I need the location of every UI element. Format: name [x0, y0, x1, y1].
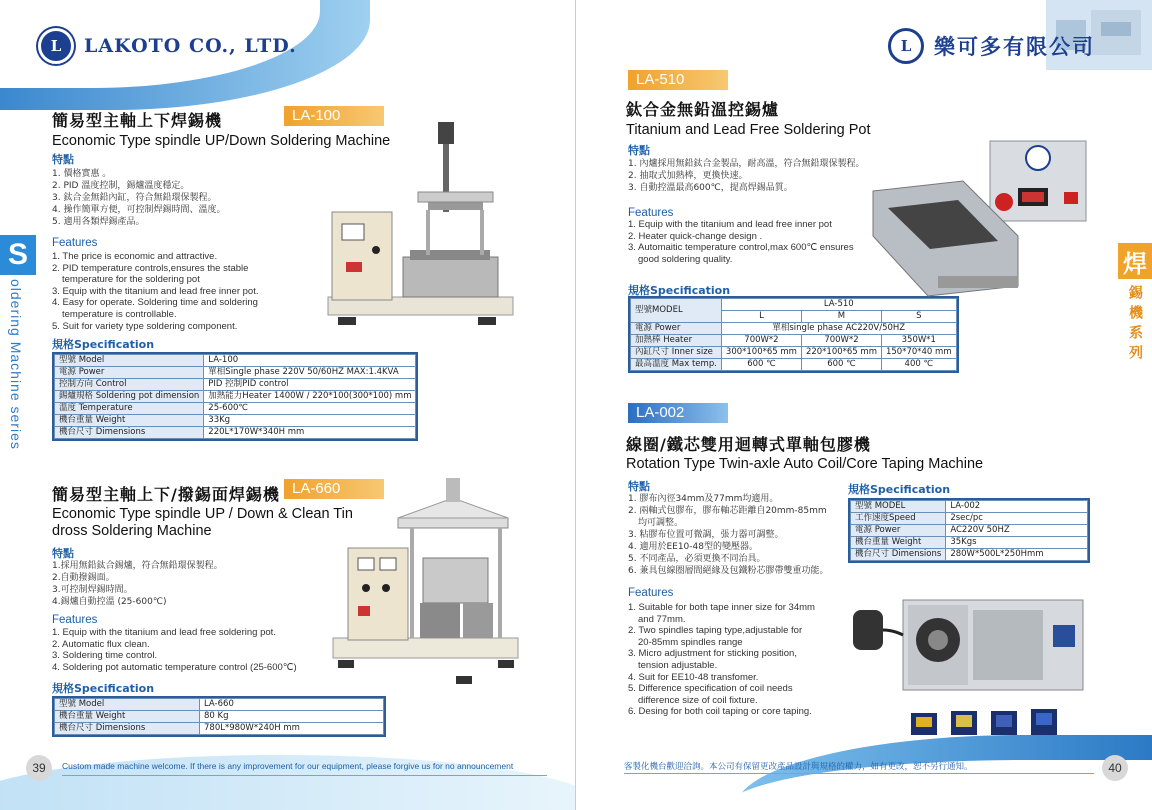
table-cell: 內缸尺寸 Inner size: [631, 347, 722, 359]
list-item: temperature for the soldering pot: [62, 274, 200, 286]
company-name: LAKOTO CO., LTD.: [84, 35, 297, 57]
la002-features-cn-head: 特點: [628, 480, 650, 493]
list-item: 2. Two spindles taping type,adjustable for: [628, 625, 803, 637]
list-item: 1. 價格實惠 。: [52, 169, 112, 179]
table-row: [55, 367, 416, 379]
table-cell: 型號 Model: [55, 699, 200, 711]
la002-features-cn: [628, 493, 828, 577]
side-tab-letter: S: [0, 235, 36, 275]
list-item: 3. Automaitic temperature control,max 600℃ ensures: [628, 242, 854, 254]
la510-features-cn-head: 特點: [628, 144, 650, 157]
table-cell: 電源 Power: [851, 525, 946, 537]
list-item: difference size of coil fixture.: [638, 694, 758, 706]
la100-features-cn: [52, 168, 225, 228]
list-item: 2. 抽取式加熱棒，更換快速。: [628, 171, 748, 181]
list-item: 3.可控制焊錫時間。: [52, 585, 133, 595]
list-item: 6. 兼具包線圈層間絕緣及包鐵粉芯膠帶雙重功能。: [628, 566, 829, 576]
lakoto-logo-icon: L: [38, 28, 74, 64]
la660-spec-table: [54, 698, 384, 735]
right-page: [576, 0, 1152, 810]
la660-features-cn: [52, 560, 223, 608]
list-item: 4. 操作簡單方便，可控制焊錫時間、溫度。: [52, 205, 226, 215]
table-row: [631, 347, 957, 359]
transformer-samples-image: [906, 703, 1096, 743]
table-cell: S: [881, 311, 956, 323]
table-cell: 單相Single phase 220V 50/60HZ MAX:1.4KVA: [204, 367, 416, 379]
table-cell: 150*70*40 mm: [881, 347, 956, 359]
list-item: 20-85mm spindles range: [638, 636, 743, 648]
la100-cn-title: 簡易型主軸上下焊錫機: [52, 111, 223, 130]
table-cell: 700W*2: [801, 335, 881, 347]
table-cell: L: [721, 311, 801, 323]
la660-machine-image: [328, 478, 524, 693]
table-cell: 600 ℃: [801, 359, 881, 371]
list-item: tension adjustable.: [638, 659, 718, 671]
table-row: [631, 359, 957, 371]
side-tab-vertical-text: 錫機系列: [1127, 285, 1143, 365]
la510-en-title: Titanium and Lead Free Soldering Pot: [626, 122, 871, 138]
table-cell: 700W*2: [721, 335, 801, 347]
la100-en-title: Economic Type spindle UP/Down Soldering Machine: [52, 133, 391, 149]
table-cell: 型號 Model: [55, 355, 204, 367]
list-item: 5. 適用各類焊錫產品。: [52, 217, 145, 227]
table-cell: 280W*500L*250Hmm: [946, 549, 1088, 561]
table-cell: 電源 Power: [631, 323, 722, 335]
footer-divider: [62, 775, 547, 776]
la100-features-en-head: Features: [52, 237, 98, 249]
list-item: 4. 適用於EE10-48型的變壓器。: [628, 542, 758, 552]
la660-features-en: [52, 627, 297, 673]
company-logo: [38, 28, 297, 64]
list-item: and 77mm.: [638, 613, 686, 625]
table-row: [851, 525, 1088, 537]
side-tab-series: [0, 235, 36, 465]
table-cell: 220L*170W*340H mm: [204, 427, 416, 439]
la510-spec-head: 規格Specification: [628, 284, 731, 297]
table-cell: LA-002: [946, 501, 1088, 513]
table-row: [631, 335, 957, 347]
table-row: [55, 355, 416, 367]
la660-en-title-2: dross Soldering Machine: [52, 523, 212, 539]
list-item: 1. The price is economic and attractive.: [52, 251, 218, 262]
la660-cn-title: 簡易型主軸上下/撥錫面焊錫機: [52, 485, 280, 504]
la002-cn-title: 線圈/鐵芯雙用迴轉式單軸包膠機: [626, 435, 871, 454]
table-cell: 機台尺寸 Dimensions: [851, 549, 946, 561]
company-logo-cn: [888, 28, 1095, 64]
list-item: 2. Heater quick-change design .: [628, 230, 763, 242]
la002-features-en-head: Features: [628, 587, 674, 599]
la100-spec-table: [54, 354, 416, 439]
table-row: [851, 549, 1088, 561]
table-cell: 33Kg: [204, 415, 416, 427]
list-item: 2. Automatic flux clean.: [52, 638, 150, 650]
la002-model-tag: LA-002: [628, 403, 728, 423]
list-item: 1.採用無鉛鈦合錫爐，符合無鉛環保製程。: [52, 561, 223, 571]
table-cell: 錫爐規格 Soldering pot dimension: [55, 391, 204, 403]
table-cell: 220*100*65 mm: [801, 347, 881, 359]
table-cell: PID 控制PID control: [204, 379, 416, 391]
la510-features-en-head: Features: [628, 207, 674, 219]
list-item: temperature is controllable.: [62, 308, 177, 320]
table-cell: AC220V 50HZ: [946, 525, 1088, 537]
list-item: 1. Equip with the titanium and lead free inner pot: [628, 219, 832, 230]
list-item: 均可調整。: [638, 518, 684, 528]
list-item: 4. Easy for operate. Soldering time and soldering: [52, 297, 258, 309]
table-cell: 機台尺寸 Dimensions: [55, 427, 204, 439]
table-cell: 加熱能力Heater 1400W / 220*100(300*100) mm: [204, 391, 416, 403]
list-item: 4. Soldering pot automatic temperature control (25-600℃): [52, 661, 297, 673]
list-item: 2.自動撥錫面。: [52, 573, 115, 583]
table-cell: 600 ℃: [721, 359, 801, 371]
table-row: [55, 391, 416, 403]
list-item: 2. 兩軸式包膠布，膠布軸芯距離自20mm-85mm: [628, 506, 827, 516]
la100-features-en: [52, 251, 259, 332]
la510-model-tag: LA-510: [628, 70, 728, 90]
list-item: 3. Micro adjustment for sticking position,: [628, 648, 797, 660]
la100-machine-image: [318, 122, 518, 337]
list-item: 6. Desing for both coil taping or core taping.: [628, 706, 812, 718]
table-cell: 控制方向 Control: [55, 379, 204, 391]
table-row: [851, 501, 1088, 513]
la100-spec-head: 規格Specification: [52, 338, 155, 351]
la100-features-cn-head: 特點: [52, 153, 74, 166]
table-row: [55, 415, 416, 427]
list-item: 1. Equip with the titanium and lead free soldering pot.: [52, 627, 276, 638]
table-cell: 溫度 Temperature: [55, 403, 204, 415]
la002-spec-head: 規格Specification: [848, 483, 951, 496]
list-item: 2. PID 溫度控制，錫爐溫度穩定。: [52, 181, 190, 191]
table-cell: 25-600℃: [204, 403, 416, 415]
la660-model-tag: LA-660: [284, 479, 384, 499]
table-row: [631, 323, 957, 335]
la510-spec-table: [630, 298, 957, 371]
page-number-left: 39: [26, 755, 52, 781]
list-item: 5. Suit for variety type soldering component.: [52, 320, 238, 332]
list-item: 3. 鈦合金無鉛內缸，符合無鉛環保製程。: [52, 193, 217, 203]
list-item: 1. 內爐採用無鉛鈦合金製品，耐高溫，符合無鉛環保製程。: [628, 159, 865, 169]
lakoto-logo-icon: L: [888, 28, 924, 64]
list-item: good soldering quality.: [638, 253, 733, 265]
la510-soldering-pot-image: [868, 136, 1098, 301]
table-cell: 35Kgs: [946, 537, 1088, 549]
footer-note-right: 客製化機台歡迎洽詢。本公司有保留更改產品設計與規格的權力，如有更改，恕不另行通知。: [624, 761, 973, 771]
page-number-right: 40: [1102, 755, 1128, 781]
table-cell: 最高溫度 Max temp.: [631, 359, 722, 371]
footer-note-left: Custom made machine welcome. If there is any improvement for our equipment, please forgive us for no announcement: [62, 761, 514, 771]
list-item: 2. PID temperature controls,ensures the stable: [52, 262, 249, 274]
side-tab-char: 焊: [1118, 243, 1152, 279]
table-cell: LA-100: [204, 355, 416, 367]
table-row: [55, 711, 384, 723]
la510-cn-title: 鈦合金無鉛溫控錫爐: [626, 100, 780, 119]
table-cell: 80 Kg: [200, 711, 384, 723]
la002-en-title: Rotation Type Twin-axle Auto Coil/Core Taping Machine: [626, 456, 984, 472]
list-item: 5. Difference specification of coil needs: [628, 683, 793, 695]
table-row: [55, 403, 416, 415]
list-item: 1. 膠布內徑34mm及77mm均適用。: [628, 494, 779, 504]
table-row: [55, 427, 416, 439]
side-tab-series-cn: [1118, 243, 1152, 365]
list-item: 3. 自動控溫最高600℃，提高焊錫品質。: [628, 183, 793, 193]
table-row: [55, 379, 416, 391]
table-cell: 機台重量 Weight: [55, 711, 200, 723]
table-cell: 工作速度Speed: [851, 513, 946, 525]
list-item: 4. Suit for EE10-48 transfomer.: [628, 671, 759, 683]
table-cell: 加熱棒 Heater: [631, 335, 722, 347]
la660-en-title-1: Economic Type spindle UP / Down & Clean Tin: [52, 506, 353, 522]
table-cell: 400 ℃: [881, 359, 956, 371]
la002-taping-machine-image: [848, 590, 1088, 700]
table-cell: LA-510: [721, 299, 956, 311]
la660-features-cn-head: 特點: [52, 547, 74, 560]
list-item: 1. Suitable for both tape inner size for 34mm: [628, 602, 815, 613]
table-cell: 單相single phase AC220V/50HZ: [721, 323, 956, 335]
table-row: [851, 537, 1088, 549]
table-cell: 300*100*65 mm: [721, 347, 801, 359]
table-row: [55, 699, 384, 711]
company-name-cn: 樂可多有限公司: [934, 34, 1095, 59]
table-cell: 機台重量 Weight: [851, 537, 946, 549]
table-cell: 型號MODEL: [631, 299, 722, 323]
la002-spec-table: [850, 500, 1088, 561]
table-cell: 電源 Power: [55, 367, 204, 379]
table-cell: M: [801, 311, 881, 323]
table-cell: LA-660: [200, 699, 384, 711]
footer-divider: [624, 773, 1094, 774]
list-item: 4.錫爐自動控溫 (25-600℃): [52, 597, 167, 607]
side-tab-text: oldering Machine series: [8, 279, 24, 450]
table-cell: 機台重量 Weight: [55, 415, 204, 427]
la100-model-tag: LA-100: [284, 106, 384, 126]
table-cell: 780L*980W*240H mm: [200, 723, 384, 735]
list-item: 3. Equip with the titanium and lead free inner pot.: [52, 285, 259, 297]
list-item: 3. 粘膠布位置可微調，張力器可調整。: [628, 530, 784, 540]
table-row: [55, 723, 384, 735]
table-cell: 機台尺寸 Dimensions: [55, 723, 200, 735]
table-cell: 350W*1: [881, 335, 956, 347]
table-cell: 2sec/pc: [946, 513, 1088, 525]
table-row: [851, 513, 1088, 525]
la510-features-cn: [628, 158, 864, 194]
la510-features-en: [628, 219, 854, 265]
list-item: 3. Soldering time control.: [52, 650, 158, 662]
table-cell: 型號 MODEL: [851, 501, 946, 513]
list-item: 5. 不同產品，必須更換不同治具。: [628, 554, 766, 564]
la660-spec-head: 規格Specification: [52, 682, 155, 695]
la660-features-en-head: Features: [52, 614, 98, 626]
la002-features-en: [628, 602, 815, 718]
